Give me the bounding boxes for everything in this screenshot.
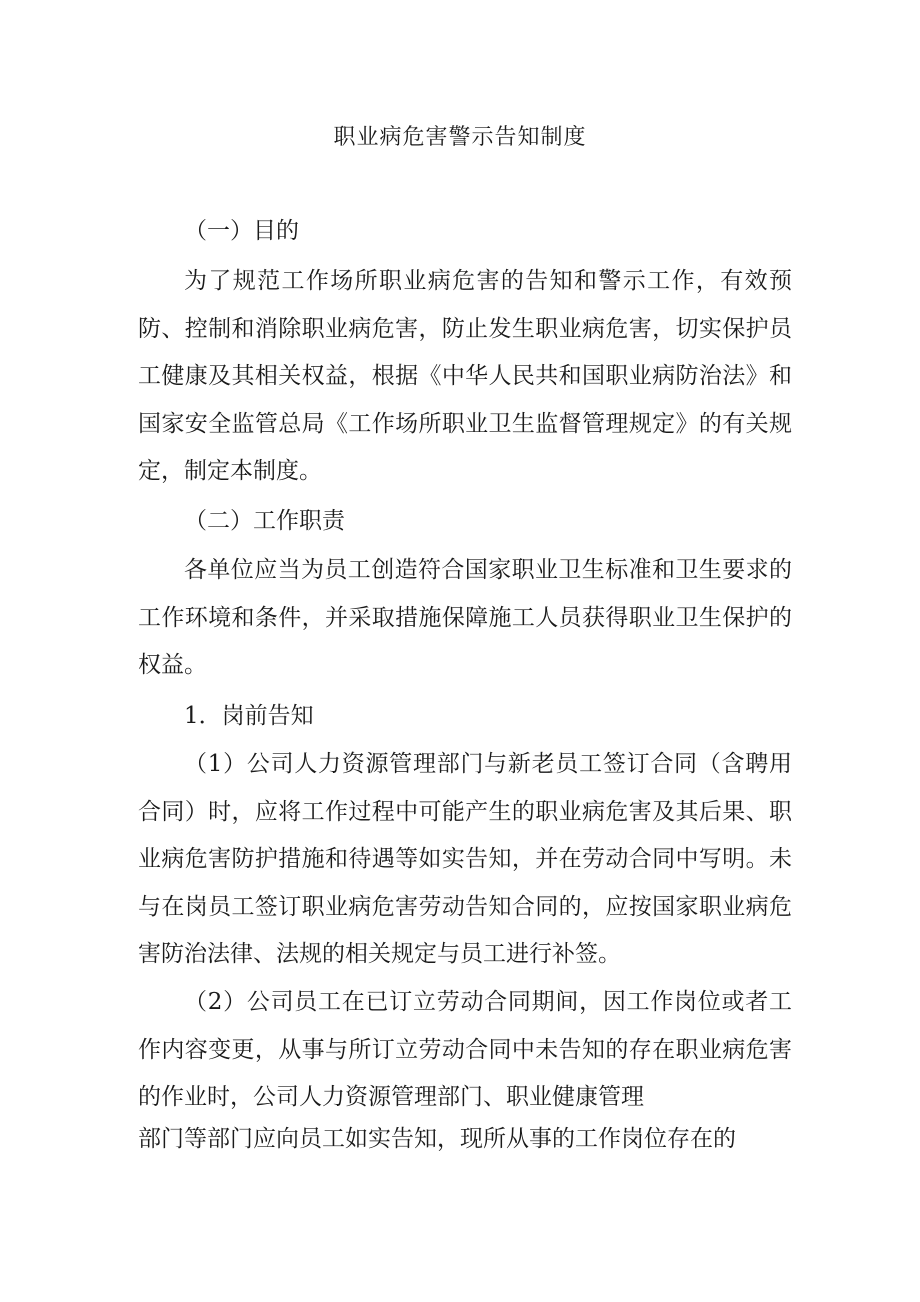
section-heading-purpose: （一）目的 <box>184 218 299 244</box>
paragraph-responsibilities: 各单位应当为员工创造符合国家职业卫生标准和卫生要求的工作环境和条件，并采取措施保障施工人员获得职业卫生保护的权益。 <box>138 557 792 678</box>
section-heading-responsibilities: （二）工作职责 <box>184 508 345 534</box>
paragraph-purpose: 为了规范工作场所职业病危害的告知和警示工作，有效预防、控制和消除职业病危害，防止发生职业病危害，切实保护员工健康及其相关权益，根据《中华人民共和国职业病防治法》和国家安全监管总局《工作场所职业卫生监督管理规定》的有关规定，制定本制度。 <box>138 268 792 484</box>
item-heading-pre-job-notice: 1．岗前告知 <box>184 703 314 729</box>
paragraph-item-1-2: （2）公司员工在已订立劳动合同期间，因工作岗位或者工作内容变更，从事与所订立劳动合同中未告知的存在职业病危害的作业时，公司人力资源管理部门、职业健康管理 <box>138 989 792 1110</box>
paragraph-item-1-1: （1）公司人力资源管理部门与新老员工签订合同（含聘用合同）时，应将工作过程中可能产生的职业病危害及其后果、职业病危害防护措施和待遇等如实告知，并在劳动合同中写明。未与在岗员工签订职业病危害劳动告知合同的，应按国家职业病危害防治法律、法规的相关规定与员工进行补签。 <box>138 751 792 967</box>
document-title: 职业病危害警示告知制度 <box>333 125 587 150</box>
paragraph-item-1-2-continued: 部门等部门应向员工如实告知，现所从事的工作岗位存在的 <box>138 1126 736 1152</box>
